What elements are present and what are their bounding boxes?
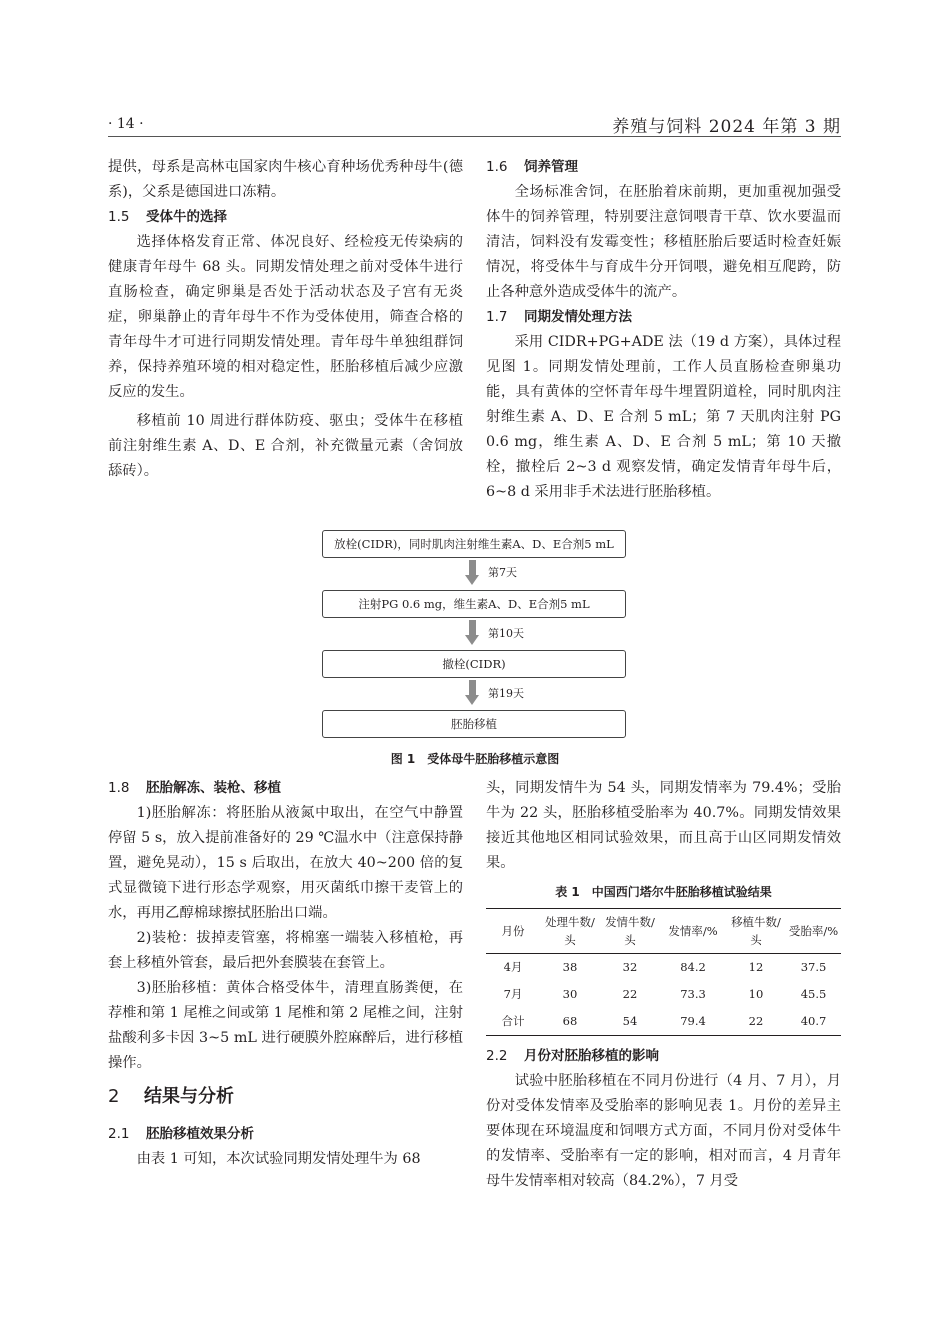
down-arrow-icon (465, 560, 479, 585)
section-heading-1-8: 1.8 胚胎解冻、装枪、移植 (108, 780, 281, 796)
table-cell: 45.5 (800, 987, 827, 1001)
table-cell: 73.3 (680, 987, 706, 1001)
table-cell: 4月 (503, 960, 523, 974)
table-row (486, 981, 841, 1008)
table-cell: 7月 (503, 987, 523, 1001)
column-right-bottom (486, 776, 841, 1194)
col-header: 发情牛数/头 (600, 909, 660, 954)
table-cell: 84.2 (680, 960, 706, 974)
down-arrow-icon (465, 620, 479, 645)
paragraph: 3)胚胎移植：黄体合格受体牛，清理直肠粪便，在荐椎和第 1 尾椎之间或第 1 尾椎和第 2 尾椎之间，注射盐酸利多卡因 3~5 mL 进行硬膜外腔麻醉后，进行移植操作。 (108, 980, 463, 1071)
paragraph: 选择体格发育正常、体况良好、经检疫无传染病的健康青年母牛 68 头。同期发情处理之前对受体牛进行直肠检查，确定卵巢是否处于活动状态及子宫有无炎症，卵巢静止的青年母牛不作为受体使用，筛查合格的青年母牛才可进行同期发情处理。青年母牛单独组群饲养，保持养殖环境的相对稳定性，胚胎移植后减少应激反应的发生。 (108, 234, 463, 400)
paragraph: 采用 CIDR+PG+ADE 法（19 d 方案），具体过程见图 1。同期发情处理前，工作人员直肠检查卵巢功能，具有黄体的空怀青年母牛埋置阴道栓，同时肌肉注射维生素 A、D、E 合剂 5 mL；第 7 天肌肉注射 PG 0.6 mg，维生素 A、D、E 合剂 5 mL；第 10 天撤栓，撤栓后 2~3 d 观察发情，确定发情青年母牛后，6~8 d 采用非手术法进行胚胎移植。 (486, 334, 841, 500)
table-caption: 表 1 中国西门塔尔牛胚胎移植试验结果 (555, 885, 772, 899)
table-cell: 合计 (486, 1008, 540, 1036)
arrow-label: 第7天 (488, 566, 517, 579)
col-header: 月份 (486, 909, 540, 954)
paragraph: 由表 1 可知，本次试验同期发情处理牛为 68 (136, 1151, 421, 1167)
table-cell: 12 (748, 960, 764, 974)
paragraph: 移植前 10 周进行群体防疫、驱虫；受体牛在移植前注射维生素 A、D、E 合剂，补充微量元素（舍饲放舔砖）。 (108, 413, 463, 479)
table-cell: 68 (540, 1008, 600, 1036)
column-right-top (486, 155, 841, 505)
col-header: 受胎率/% (786, 909, 841, 954)
page-number: · 14 · (108, 116, 144, 132)
running-header (108, 110, 841, 137)
table-cell: 38 (562, 960, 578, 974)
table-cell: 32 (622, 960, 638, 974)
column-left-top (108, 155, 463, 484)
arrow-label: 第10天 (488, 627, 524, 640)
paragraph: 提供，母系是高林屯国家肉牛核心育种场优秀种母牛(德系)，父系是德国进口冻精。 (108, 159, 463, 200)
flow-step-1: 放栓(CIDR)，同时肌肉注射维生素A、D、E合剂5 mL (322, 530, 626, 558)
paragraph: 全场标准舍饲，在胚胎着床前期，更加重视加强受体牛的饲养管理，特别要注意饲喂青干草、饮水要温而清洁，饲料没有发霉变性；移植胚胎后要适时检查妊娠情况，将受体牛与育成牛分开饲喂，避免相互爬跨，防止各种意外造成受体牛的流产。 (486, 184, 841, 300)
section-heading-2-2: 2.2 月份对胚胎移植的影响 (486, 1048, 659, 1064)
column-left-bottom (108, 776, 463, 1172)
table-cell: 40.7 (786, 1008, 841, 1036)
table-cell: 22 (726, 1008, 786, 1036)
down-arrow-icon (465, 680, 479, 705)
flow-step-2: 注射PG 0.6 mg，维生素A、D、E合剂5 mL (322, 590, 626, 618)
table-row (486, 1008, 841, 1036)
table-row (486, 954, 841, 982)
paragraph: 2)装枪：拔掉麦管塞，将棉塞一端装入移植枪，再套上移植外管套，最后把外套膜装在套管上。 (108, 930, 463, 971)
figure-caption: 图 1 受体母牛胚胎移植示意图 (390, 752, 560, 766)
paragraph: 试验中胚胎移植在不同月份进行（4 月、7 月），月份对受体发情率及受胎率的影响见表 1。月份的差异主要体现在环境温度和饲喂方式方面，不同月份对受体牛的发情率、受胎率有一定的影响，相对而言，4 月青年母牛发情率相对较高（84.2%），7 月受 (486, 1073, 841, 1189)
paragraph: 1)胚胎解冻：将胚胎从液氮中取出，在空气中静置停留 5 s，放入提前准备好的 29 ℃温水中（注意保持静置，避免晃动），15 s 后取出，在放大 40~200 倍的复式显微镜下进行形态学观察，用灭菌纸巾擦干麦管上的水，再用乙醇棉球擦拭胚胎出口端。 (108, 805, 463, 921)
col-header: 发情率/% (660, 909, 726, 954)
section-heading-2: 2 结果与分析 (108, 1086, 234, 1107)
paragraph: 头，同期发情牛为 54 头，同期发情率为 79.4%；受胎牛为 22 头，胚胎移植受胎率为 40.7%。同期发情效果接近其他地区相同试验效果，而且高于山区同期发情效果。 (486, 780, 841, 871)
section-heading-1-5: 1.5 受体牛的选择 (108, 209, 227, 225)
table-cell: 79.4 (660, 1008, 726, 1036)
journal-title: 养殖与饲料 2024 年第 3 期 (612, 117, 841, 137)
section-heading-1-7: 1.7 同期发情处理方法 (486, 309, 632, 325)
table-cell: 10 (748, 987, 764, 1001)
flowchart-figure (322, 528, 628, 743)
col-header: 移植牛数/头 (726, 909, 786, 954)
arrow-label: 第19天 (488, 687, 524, 700)
table-cell: 37.5 (800, 960, 827, 974)
flow-step-4: 胚胎移植 (322, 710, 626, 738)
table-cell: 22 (622, 987, 638, 1001)
table-cell: 54 (600, 1008, 660, 1036)
col-header: 处理牛数/头 (540, 909, 600, 954)
results-table (486, 908, 841, 1036)
table-header-row (486, 909, 841, 954)
section-heading-2-1: 2.1 胚胎移植效果分析 (108, 1126, 254, 1142)
table-cell: 30 (562, 987, 578, 1001)
section-heading-1-6: 1.6 饲养管理 (486, 159, 578, 175)
flow-step-3: 撤栓(CIDR) (322, 650, 626, 678)
